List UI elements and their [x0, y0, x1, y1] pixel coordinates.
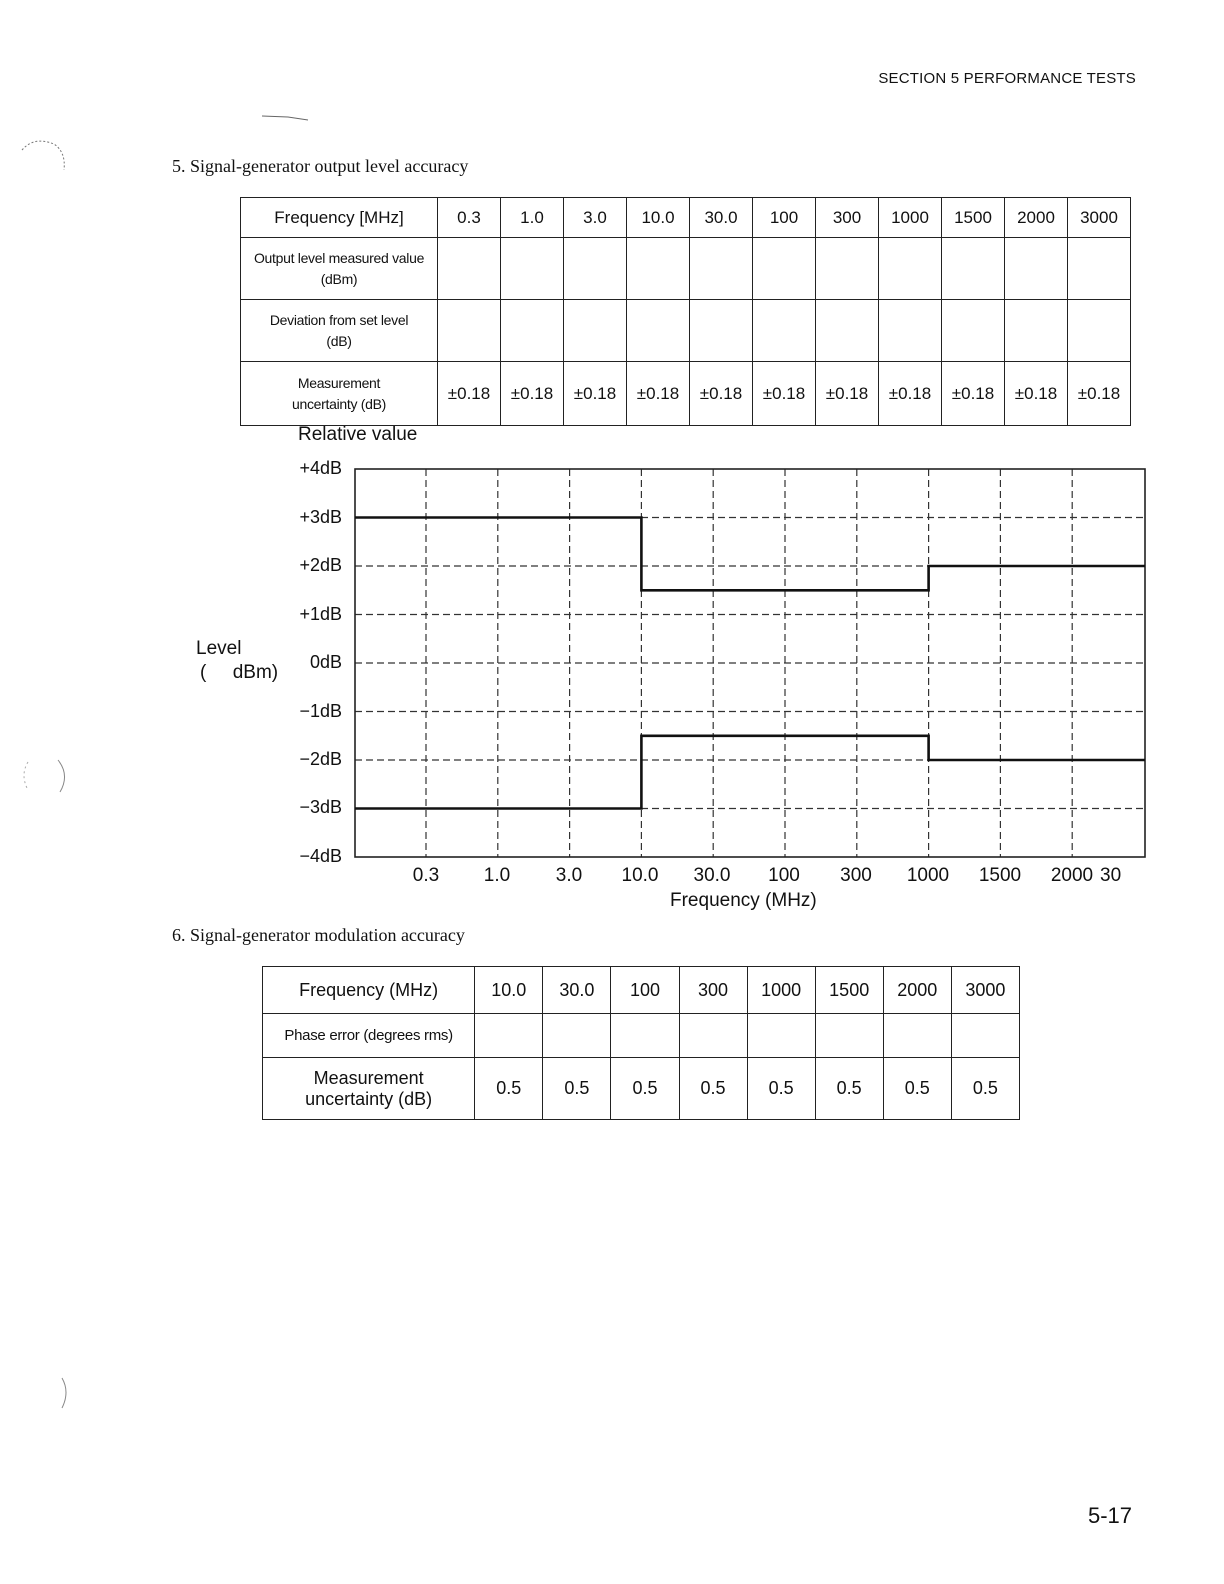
page-number: 5-17: [1087, 1503, 1132, 1528]
entry-cell[interactable]: [679, 1014, 747, 1058]
y-tick-label: +1dB: [299, 604, 342, 624]
table-row: [263, 1058, 1020, 1120]
uncertainty-cell: 0.5: [883, 1058, 951, 1120]
table-row: [263, 967, 1020, 1014]
frequency-cell: 30.0: [543, 967, 611, 1014]
frequency-cell: 300: [679, 967, 747, 1014]
uncertainty-cell: ±0.18: [690, 362, 753, 426]
scan-mark-decoration: [18, 750, 68, 800]
uncertainty-cell: 0.5: [747, 1058, 815, 1120]
y-tick-label: −3dB: [299, 797, 342, 817]
uncertainty-row-label: [263, 1058, 475, 1120]
frequency-cell: 3000: [951, 967, 1019, 1014]
row-label-line: Output level measured value: [253, 249, 425, 266]
x-tick-label: 1000: [906, 865, 950, 886]
y-tick-label: +4dB: [299, 458, 342, 478]
uncertainty-cell: 0.5: [951, 1058, 1019, 1120]
y-tick-label: −2dB: [299, 749, 342, 769]
row-label-line: (dB): [326, 332, 352, 349]
frequency-cell: 1500: [815, 967, 883, 1014]
uncertainty-cell: 0.5: [611, 1058, 679, 1120]
uncertainty-cell: ±0.18: [1005, 362, 1068, 426]
scan-mark-decoration: [258, 108, 318, 128]
frequency-cell: 2000: [883, 967, 951, 1014]
row-label-line: Measurement: [313, 1067, 424, 1088]
y-tick-label: +3dB: [299, 507, 342, 527]
row-label-line: (dBm): [320, 270, 358, 287]
chart-gridlines: [355, 469, 1145, 857]
uncertainty-cell: 0.5: [543, 1058, 611, 1120]
chart-title: Relative value: [298, 424, 418, 445]
entry-cell[interactable]: [815, 1014, 883, 1058]
frequency-cell: 1000: [879, 198, 942, 238]
frequency-cell: 0.3: [438, 198, 501, 238]
uncertainty-cell: ±0.18: [879, 362, 942, 426]
frequency-cell: 1.0: [501, 198, 564, 238]
frequency-cell: 3000: [1068, 198, 1131, 238]
frequency-cell: 300: [816, 198, 879, 238]
frequency-cell: 3.0: [564, 198, 627, 238]
x-axis-label: Frequency (MHz): [670, 890, 817, 911]
row-label-line: uncertainty (dB): [291, 395, 387, 412]
frequency-cell: 100: [611, 967, 679, 1014]
uncertainty-cell: ±0.18: [627, 362, 690, 426]
entry-cell[interactable]: [883, 1014, 951, 1058]
x-tick-label: 10.0: [621, 865, 659, 886]
entry-cell[interactable]: [951, 1014, 1019, 1058]
x-tick-label: 2000: [1050, 865, 1094, 886]
frequency-cell: 2000: [1005, 198, 1068, 238]
uncertainty-cell: ±0.18: [816, 362, 879, 426]
table-row: [263, 1014, 1020, 1058]
scan-mark-decoration: [14, 130, 74, 190]
y-tick-label: +2dB: [299, 555, 342, 575]
uncertainty-cell: ±0.18: [438, 362, 501, 426]
frequency-cell: 10.0: [475, 967, 543, 1014]
x-tick-label: 3.0: [555, 865, 583, 886]
frequency-cell: 100: [753, 198, 816, 238]
frequency-cell: 30.0: [690, 198, 753, 238]
uncertainty-cell: 0.5: [679, 1058, 747, 1120]
x-tick-label: 100: [768, 865, 800, 886]
frequency-cell: 10.0: [627, 198, 690, 238]
y-axis-label-line1: Level: [196, 638, 242, 659]
section5-title: 5. Signal-generator output level accuracy: [172, 156, 469, 176]
entry-cell[interactable]: [475, 1014, 543, 1058]
x-tick-label: 0.3: [412, 865, 440, 886]
uncertainty-cell: ±0.18: [942, 362, 1005, 426]
x-tick-label: 1500: [978, 865, 1022, 886]
x-tick-label-clipped: 30: [1100, 865, 1122, 886]
phase-error-row-label: Phase error (degrees rms): [263, 1014, 475, 1058]
y-axis-label-line2: ( dBm): [200, 662, 279, 683]
y-tick-label: −4dB: [299, 846, 342, 866]
limit-line-upper-limit: [355, 518, 1145, 591]
frequency-header-label: Frequency [MHz]: [241, 198, 438, 238]
row-label-line: uncertainty (dB): [305, 1088, 433, 1109]
uncertainty-cell: ±0.18: [753, 362, 816, 426]
row-label-line: Deviation from set level: [269, 311, 409, 328]
y-tick-label: −1dB: [299, 701, 342, 721]
section6-title: 6. Signal-generator modulation accuracy: [172, 925, 465, 945]
row-label-line: Measurement: [297, 374, 381, 391]
frequency-cell: 1000: [747, 967, 815, 1014]
modulation-accuracy-table: [262, 966, 1020, 1120]
limit-line-lower-limit: [355, 736, 1145, 809]
uncertainty-cell: ±0.18: [501, 362, 564, 426]
frequency-header-label: Frequency (MHz): [263, 967, 475, 1014]
uncertainty-cell: ±0.18: [564, 362, 627, 426]
section-header: SECTION 5 PERFORMANCE TESTS: [878, 70, 1136, 87]
uncertainty-cell: 0.5: [475, 1058, 543, 1120]
x-tick-label: 30.0: [693, 865, 731, 886]
scan-mark-decoration: [56, 1374, 76, 1414]
entry-cell[interactable]: [747, 1014, 815, 1058]
entry-cell[interactable]: [543, 1014, 611, 1058]
uncertainty-cell: ±0.18: [1068, 362, 1131, 426]
x-tick-label: 1.0: [483, 865, 511, 886]
x-tick-label: 300: [840, 865, 872, 886]
y-tick-label: 0dB: [309, 652, 342, 672]
entry-cell[interactable]: [611, 1014, 679, 1058]
frequency-cell: 1500: [942, 198, 1005, 238]
uncertainty-cell: 0.5: [815, 1058, 883, 1120]
